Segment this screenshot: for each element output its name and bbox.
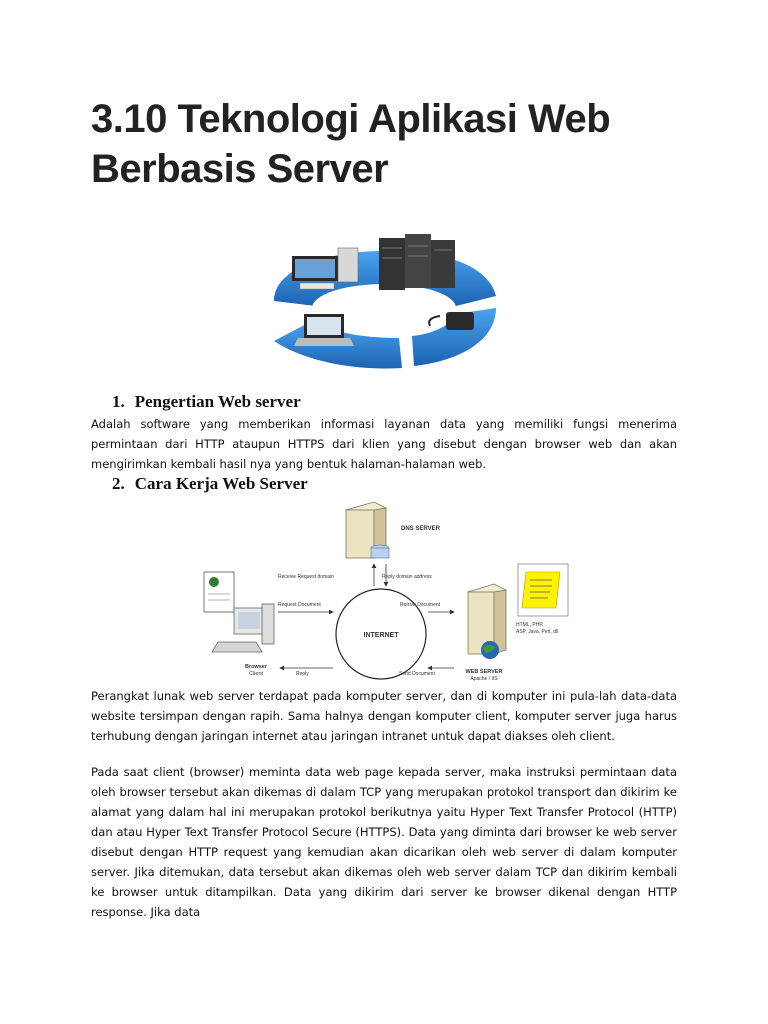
section-heading-text: Pengertian Web server (134, 392, 301, 411)
section-heading-pengertian (112, 392, 301, 412)
reply-domain-label: Reply domain address (382, 574, 432, 580)
web-server-icon (468, 584, 506, 659)
body-paragraph-1: Perangkat lunak web server terdapat pada komputer server, dan di komputer ini pula-lah data-data website tersimpan dengan rapih. Sama halnya dengan komputer client, komputer server juga harus terhubung dengan jaringan internet atau jaringan intranet untuk dapat diakses oleh client. (91, 689, 677, 743)
dns-server-label: DNS SERVER (401, 526, 440, 532)
internet-label: INTERNET (363, 632, 399, 639)
browser-label: Browser (244, 664, 268, 670)
network-illustration (234, 226, 534, 386)
browser-document-icon (204, 572, 234, 612)
section-number: 1. (112, 392, 125, 411)
section-number: 2. (112, 474, 125, 493)
request-document-label: Request Document (278, 602, 321, 608)
server-rack-icon (379, 234, 455, 290)
client-label: Client (248, 671, 264, 677)
receive-request-label: Receive Request domain (278, 574, 334, 580)
web-server-diagram (196, 492, 576, 687)
script-document-icon (518, 564, 568, 616)
languages-label-2: ASP, Java, Perl, dll (516, 629, 559, 635)
page-title: 3.10 Teknologi Aplikasi Web Berbasis Server (91, 97, 611, 191)
send-document-label: Send Document (399, 671, 435, 677)
retrive-document-label: Retrive Document (400, 602, 441, 608)
section-heading-text: Cara Kerja Web Server (134, 474, 308, 493)
web-server-label: WEB SERVER (465, 669, 503, 675)
reply-label: Reply (296, 671, 309, 677)
section-heading-cara-kerja (112, 474, 308, 494)
body-paragraph-2: Pada saat client (browser) meminta data web page kepada server, maka instruksi permintaan data oleh browser tersebut akan dikemas di dalam TCP yang merupakan protokol transport dan dikirim ke alamat yang dalam hal ini merupakan protokol berikutnya yaitu Hyper Text Transfer Protocol (HTTP) dan atau Hyper Text Transfer Protocol Secure (HTTPS). Data yang diminta dari browser ke web server disebut dengan HTTP request yang kemudian akan dicarikan oleh web server di dalam komputer server. Jika ditemukan, data tersebut akan dikemas oleh web server dalam TCP dan dikirim kembali ke browser untuk ditampilkan. Data yang dikirim dari server ke browser dikenal dengan HTTP response. Jika data (91, 765, 677, 919)
dns-server-icon (346, 502, 389, 558)
apache-iis-label: Apache / IIS (470, 676, 498, 682)
languages-label-1: HTML, PHP, (516, 622, 544, 628)
definition-paragraph: Adalah software yang memberikan informasi layanan data yang memiliki fungsi menerima permintaan dari HTTP ataupun HTTPS dari klien yang disebut dengan browser web dan akan mengirimkan kembali hasil nya yang bentuk halaman-halaman web. (91, 417, 677, 471)
